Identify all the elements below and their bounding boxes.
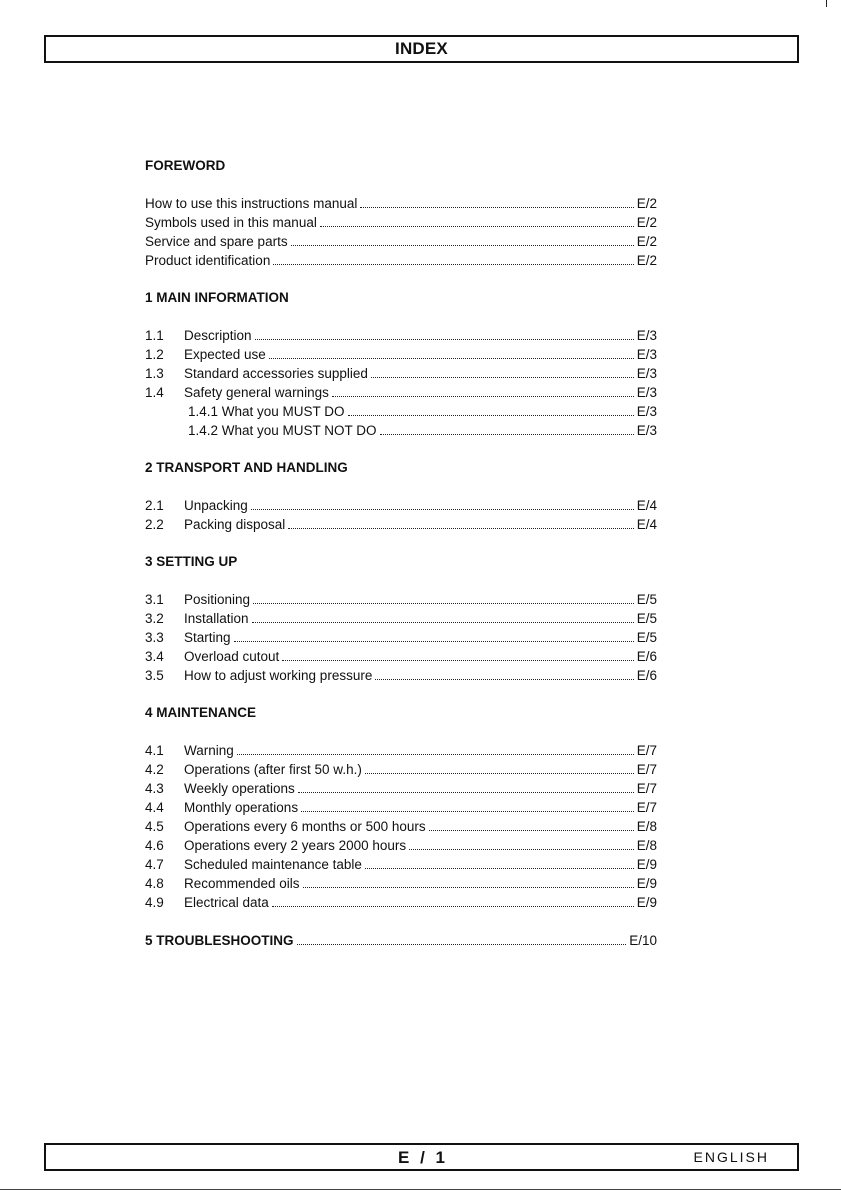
dot-leader bbox=[380, 433, 634, 435]
entry-title: How to adjust working pressure bbox=[184, 668, 373, 683]
toc-entry[interactable] bbox=[145, 515, 657, 534]
entry-page: E/9 bbox=[636, 857, 657, 872]
entry-number: 4.8 bbox=[145, 876, 164, 891]
entry-page: E/4 bbox=[636, 517, 657, 532]
dot-leader bbox=[365, 772, 634, 774]
main-information-entries bbox=[145, 326, 657, 440]
toc-entry[interactable] bbox=[145, 817, 657, 836]
dot-leader bbox=[252, 621, 634, 623]
entry-title: 5 TROUBLESHOOTING bbox=[145, 933, 294, 948]
entry-number: 4.6 bbox=[145, 838, 164, 853]
entry-number: 2.2 bbox=[145, 517, 164, 532]
entry-number: 4.7 bbox=[145, 857, 164, 872]
entry-title: Standard accessories supplied bbox=[184, 366, 368, 381]
toc-entry[interactable] bbox=[145, 590, 657, 609]
entry-page: E/3 bbox=[636, 404, 657, 419]
toc-entry[interactable] bbox=[145, 213, 657, 232]
toc-entry[interactable] bbox=[145, 874, 657, 893]
dot-leader bbox=[303, 886, 634, 888]
entry-number: 4.2 bbox=[145, 762, 164, 777]
page-title: INDEX bbox=[395, 39, 448, 58]
entry-page: E/6 bbox=[636, 649, 657, 664]
entry-page: E/9 bbox=[636, 895, 657, 910]
entry-page: E/4 bbox=[636, 498, 657, 513]
entry-title: 1.4.2 What you MUST NOT DO bbox=[188, 423, 377, 438]
entry-title: Electrical data bbox=[184, 895, 269, 910]
entry-title: How to use this instructions manual bbox=[145, 196, 358, 211]
transport-entries bbox=[145, 496, 657, 534]
entry-title: Monthly operations bbox=[184, 800, 299, 815]
entry-title: Product identification bbox=[145, 253, 271, 268]
entry-number: 3.4 bbox=[145, 649, 164, 664]
entry-page: E/3 bbox=[636, 347, 657, 362]
toc-entry[interactable] bbox=[145, 232, 657, 251]
toc-entry[interactable] bbox=[145, 779, 657, 798]
index-header bbox=[44, 35, 799, 63]
entry-number: 3.1 bbox=[145, 592, 164, 607]
dot-leader bbox=[288, 527, 633, 529]
dot-leader bbox=[371, 376, 634, 378]
dot-leader bbox=[360, 206, 633, 208]
toc-entry[interactable] bbox=[145, 326, 657, 345]
toc-entry[interactable] bbox=[145, 855, 657, 874]
entry-page: E/9 bbox=[636, 876, 657, 891]
entry-number: 1.1 bbox=[145, 328, 164, 343]
entry-number: 4.3 bbox=[145, 781, 164, 796]
entry-number: 4.9 bbox=[145, 895, 164, 910]
entry-number: 3.3 bbox=[145, 630, 164, 645]
section-heading-setting-up: 3 SETTING UP bbox=[145, 554, 238, 569]
entry-title: Recommended oils bbox=[184, 876, 300, 891]
dot-leader bbox=[291, 244, 634, 246]
toc-entry[interactable] bbox=[145, 364, 657, 383]
dot-leader bbox=[429, 829, 634, 831]
dot-leader bbox=[375, 678, 633, 680]
toc-entry[interactable] bbox=[145, 496, 657, 515]
dot-leader bbox=[237, 753, 634, 755]
entry-title: Overload cutout bbox=[184, 649, 280, 664]
entry-page: E/3 bbox=[636, 385, 657, 400]
entry-page: E/3 bbox=[636, 423, 657, 438]
dot-leader bbox=[234, 640, 634, 642]
toc-subentry[interactable] bbox=[145, 402, 657, 421]
entry-number: 4.1 bbox=[145, 743, 164, 758]
entry-title: Packing disposal bbox=[184, 517, 286, 532]
toc-entry[interactable] bbox=[145, 383, 657, 402]
dot-leader bbox=[332, 395, 634, 397]
entry-title: Expected use bbox=[184, 347, 266, 362]
entry-title: Warning bbox=[184, 743, 234, 758]
entry-title: Symbols used in this manual bbox=[145, 215, 317, 230]
toc-entry[interactable] bbox=[145, 741, 657, 760]
language-label: ENGLISH bbox=[693, 1149, 769, 1165]
entry-title: Weekly operations bbox=[184, 781, 295, 796]
entry-number: 4.4 bbox=[145, 800, 164, 815]
toc-entry[interactable] bbox=[145, 798, 657, 817]
toc-entry[interactable] bbox=[145, 893, 657, 912]
toc-entry[interactable] bbox=[145, 345, 657, 364]
entry-page: E/3 bbox=[636, 366, 657, 381]
maintenance-entries bbox=[145, 741, 657, 912]
dot-leader bbox=[301, 810, 634, 812]
dot-leader bbox=[251, 508, 634, 510]
toc-entry-troubleshooting[interactable] bbox=[145, 931, 657, 950]
entry-number: 3.2 bbox=[145, 611, 164, 626]
dot-leader bbox=[253, 602, 634, 604]
entry-page: E/7 bbox=[636, 781, 657, 796]
toc-entry[interactable] bbox=[145, 760, 657, 779]
entry-title: Positioning bbox=[184, 592, 251, 607]
dot-leader bbox=[255, 338, 634, 340]
entry-title: Operations every 2 years 2000 hours bbox=[184, 838, 407, 853]
entry-number: 2.1 bbox=[145, 498, 164, 513]
dot-leader bbox=[282, 659, 633, 661]
entry-page: E/6 bbox=[636, 668, 657, 683]
entry-page: E/8 bbox=[636, 838, 657, 853]
entry-title: Operations every 6 months or 500 hours bbox=[184, 819, 426, 834]
dot-leader bbox=[320, 225, 634, 227]
entry-title: Starting bbox=[184, 630, 231, 645]
entry-page: E/2 bbox=[636, 215, 657, 230]
dot-leader bbox=[297, 943, 627, 945]
entry-page: E/7 bbox=[636, 743, 657, 758]
section-heading-maintenance: 4 MAINTENANCE bbox=[145, 705, 257, 720]
dot-leader bbox=[348, 414, 634, 416]
entry-number: 3.5 bbox=[145, 668, 164, 683]
entry-page: E/7 bbox=[636, 800, 657, 815]
section-heading-foreword: FOREWORD bbox=[145, 158, 226, 173]
entry-number: 1.3 bbox=[145, 366, 164, 381]
entry-title: Installation bbox=[184, 611, 249, 626]
entry-title: Safety general warnings bbox=[184, 385, 329, 400]
entry-page: E/8 bbox=[636, 819, 657, 834]
entry-page: E/3 bbox=[636, 328, 657, 343]
entry-title: Operations (after first 50 w.h.) bbox=[184, 762, 362, 777]
toc-entry[interactable] bbox=[145, 666, 657, 685]
page-number: E / 1 bbox=[398, 1148, 445, 1167]
toc-subentry[interactable] bbox=[145, 421, 657, 440]
entry-page: E/2 bbox=[636, 196, 657, 211]
page-footer bbox=[44, 1143, 799, 1171]
entry-title: 1.4.1 What you MUST DO bbox=[188, 404, 345, 419]
entry-page: E/5 bbox=[636, 630, 657, 645]
bottom-rule bbox=[0, 1189, 841, 1190]
entry-page: E/10 bbox=[629, 933, 657, 948]
section-heading-main-information: 1 MAIN INFORMATION bbox=[145, 290, 289, 305]
toc-entry[interactable] bbox=[145, 628, 657, 647]
entry-title: Description bbox=[184, 328, 252, 343]
entry-title: Unpacking bbox=[184, 498, 248, 513]
entry-number: 1.4 bbox=[145, 385, 164, 400]
entry-page: E/2 bbox=[636, 253, 657, 268]
dot-leader bbox=[365, 867, 634, 869]
toc-entry[interactable] bbox=[145, 836, 657, 855]
entry-number: 4.5 bbox=[145, 819, 164, 834]
table-of-contents bbox=[145, 157, 657, 950]
entry-page: E/5 bbox=[636, 611, 657, 626]
entry-number: 1.2 bbox=[145, 347, 164, 362]
toc-entry[interactable] bbox=[145, 251, 657, 270]
setting-up-entries bbox=[145, 590, 657, 685]
foreword-entries bbox=[145, 194, 657, 270]
dot-leader bbox=[269, 357, 634, 359]
toc-entry[interactable] bbox=[145, 647, 657, 666]
dot-leader bbox=[272, 905, 634, 907]
section-heading-transport: 2 TRANSPORT AND HANDLING bbox=[145, 460, 348, 475]
entry-title: Scheduled maintenance table bbox=[184, 857, 362, 872]
dot-leader bbox=[298, 791, 634, 793]
dot-leader bbox=[409, 848, 634, 850]
toc-entry[interactable] bbox=[145, 194, 657, 213]
entry-page: E/5 bbox=[636, 592, 657, 607]
entry-page: E/7 bbox=[636, 762, 657, 777]
crop-mark bbox=[826, 0, 827, 7]
entry-title: Service and spare parts bbox=[145, 234, 288, 249]
toc-entry[interactable] bbox=[145, 609, 657, 628]
entry-page: E/2 bbox=[636, 234, 657, 249]
dot-leader bbox=[273, 263, 633, 265]
